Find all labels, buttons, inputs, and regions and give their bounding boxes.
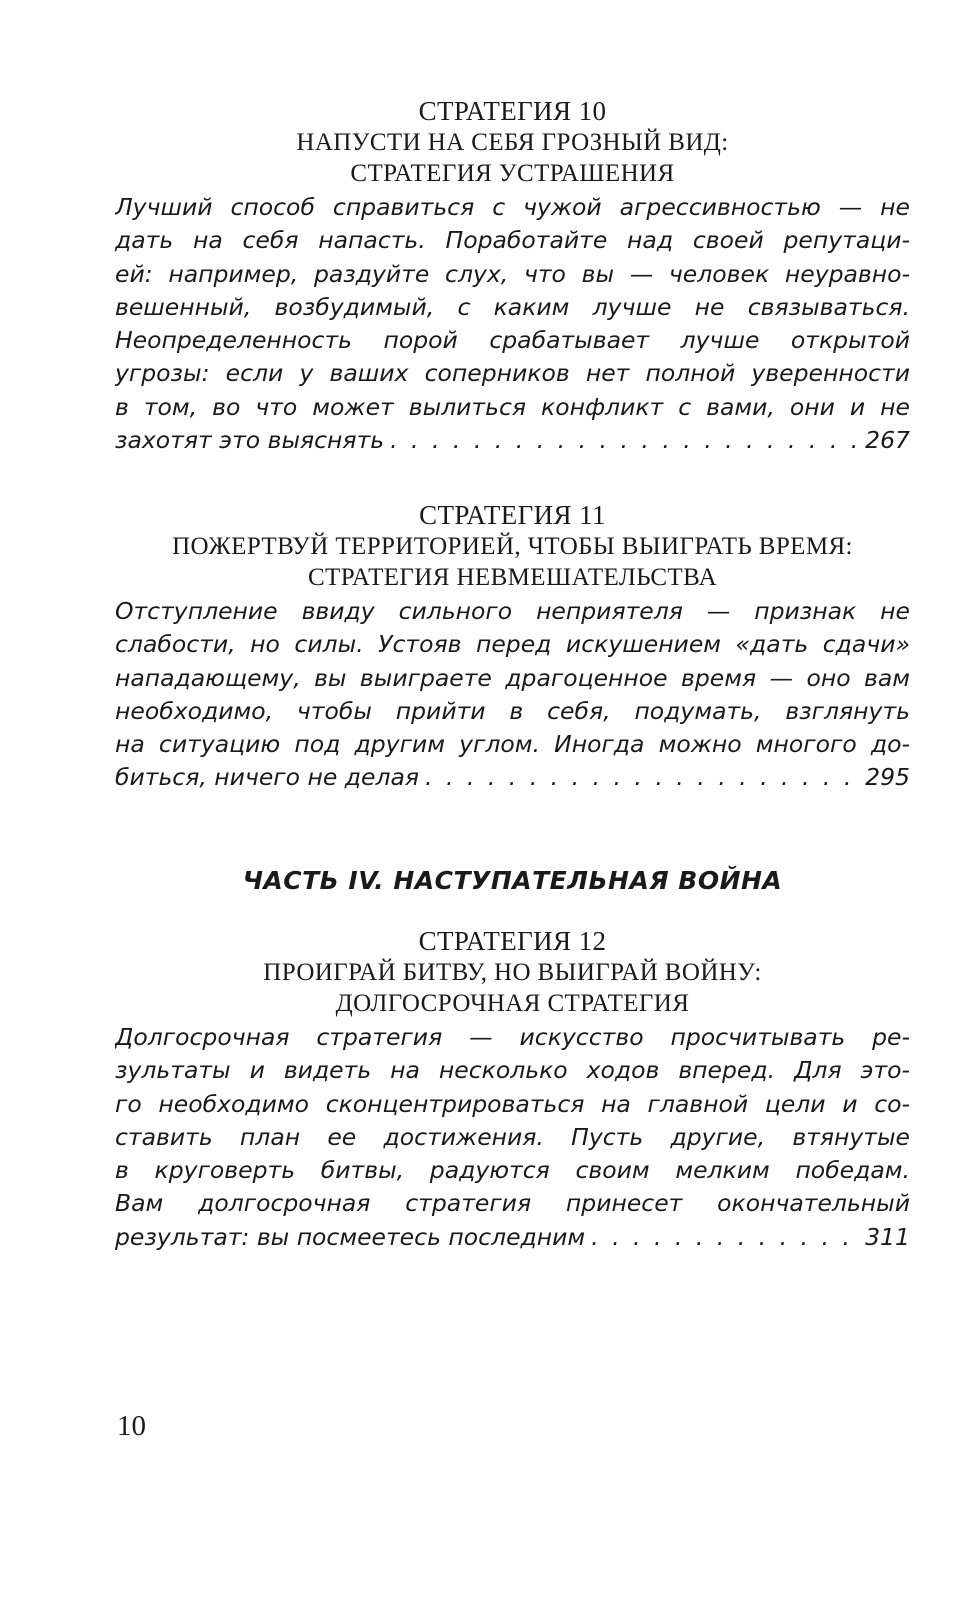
page-reference[interactable]: 295 [865, 763, 910, 792]
description-line: нападающему, вы выиграете драгоценное время — оно вам [115, 663, 910, 692]
description-line: ставить план ее достижения. Пусть другие, втянутые [115, 1122, 910, 1151]
part-heading: ЧАСТЬ IV. НАСТУПАТЕЛЬНАЯ ВОЙНА [242, 866, 783, 895]
dot-leader [425, 761, 861, 794]
toc-entry-strategy-10 [115, 96, 910, 457]
description-line: угрозы: если у ваших соперников нет полной уверенности [115, 359, 910, 388]
description-line: биться, ничего не делая [115, 763, 420, 792]
description-last-line [115, 424, 910, 457]
page-reference[interactable]: 311 [865, 1222, 910, 1251]
description-line: в том, во что может вылиться конфликт с вами, они и не [115, 392, 910, 421]
dot-leader [591, 1221, 861, 1254]
strategy-title-line: ПОЖЕРТВУЙ ТЕРРИТОРИЕЙ, ЧТОБЫ ВЫИГРАТЬ ВРЕМЯ: [172, 533, 853, 560]
strategy-title-line: СТРАТЕГИЯ УСТРАШЕНИЯ [350, 160, 675, 187]
description-line: Лучший способ справиться с чужой агрессивностью — не [115, 193, 910, 221]
page-reference[interactable]: 267 [865, 426, 910, 455]
description-line: дать на себя напасть. Поработайте над своей репутаци- [115, 226, 910, 255]
strategy-label: СТРАТЕГИЯ 12 [418, 926, 607, 956]
description-line: в круговерть битвы, радуются своим мелким победам. [115, 1156, 910, 1185]
description-line: необходимо, чтобы прийти в себя, подумать, взглянуть [115, 696, 910, 725]
strategy-label: СТРАТЕГИЯ 11 [419, 500, 606, 530]
description-line: Долгосрочная стратегия — искусство просчитывать ре- [115, 1023, 910, 1051]
description-line: Отступление ввиду сильного неприятеля — признак не [115, 597, 910, 625]
toc-entry-strategy-11 [115, 500, 910, 795]
strategy-description [115, 595, 910, 795]
description-line: зультаты и видеть на несколько ходов вперед. Для это- [115, 1056, 910, 1085]
strategy-title-line: НАПУСТИ НА СЕБЯ ГРОЗНЫЙ ВИД: [296, 129, 729, 156]
description-line: го необходимо сконцентрироваться на главной цели и со- [115, 1089, 910, 1118]
description-line: ей: например, раздуйте слух, что вы — человек неуравно- [115, 259, 910, 288]
description-line: слабости, но силы. Устояв перед искушением «дать сдачи» [115, 630, 910, 659]
description-line: на ситуацию под другим углом. Иногда можно многого до- [115, 730, 910, 759]
description-line: захотят это выяснять [115, 426, 385, 455]
description-line: вешенный, возбудимый, с каким лучше не связываться. [115, 292, 910, 321]
strategy-description [115, 1021, 910, 1254]
strategy-title-line: ПРОИГРАЙ БИТВУ, НО ВЫИГРАЙ ВОЙНУ: [263, 959, 762, 986]
description-line: результат: вы посмеетесь последним [115, 1222, 586, 1251]
strategy-description [115, 191, 910, 457]
dot-leader [390, 424, 861, 457]
description-line: Неопределенность порой срабатывает лучше открытой [115, 326, 910, 355]
strategy-title-line: СТРАТЕГИЯ НЕВМЕШАТЕЛЬСТВА [307, 564, 718, 591]
description-line: Вам долгосрочная стратегия принесет окончательный [115, 1189, 910, 1218]
description-last-line [115, 1221, 910, 1254]
description-last-line [115, 761, 910, 794]
strategy-title-line: ДОЛГОСРОЧНАЯ СТРАТЕГИЯ [335, 990, 690, 1017]
strategy-label: СТРАТЕГИЯ 10 [418, 96, 607, 126]
page-number: 10 [117, 1410, 146, 1442]
toc-entry-strategy-12 [115, 926, 910, 1254]
